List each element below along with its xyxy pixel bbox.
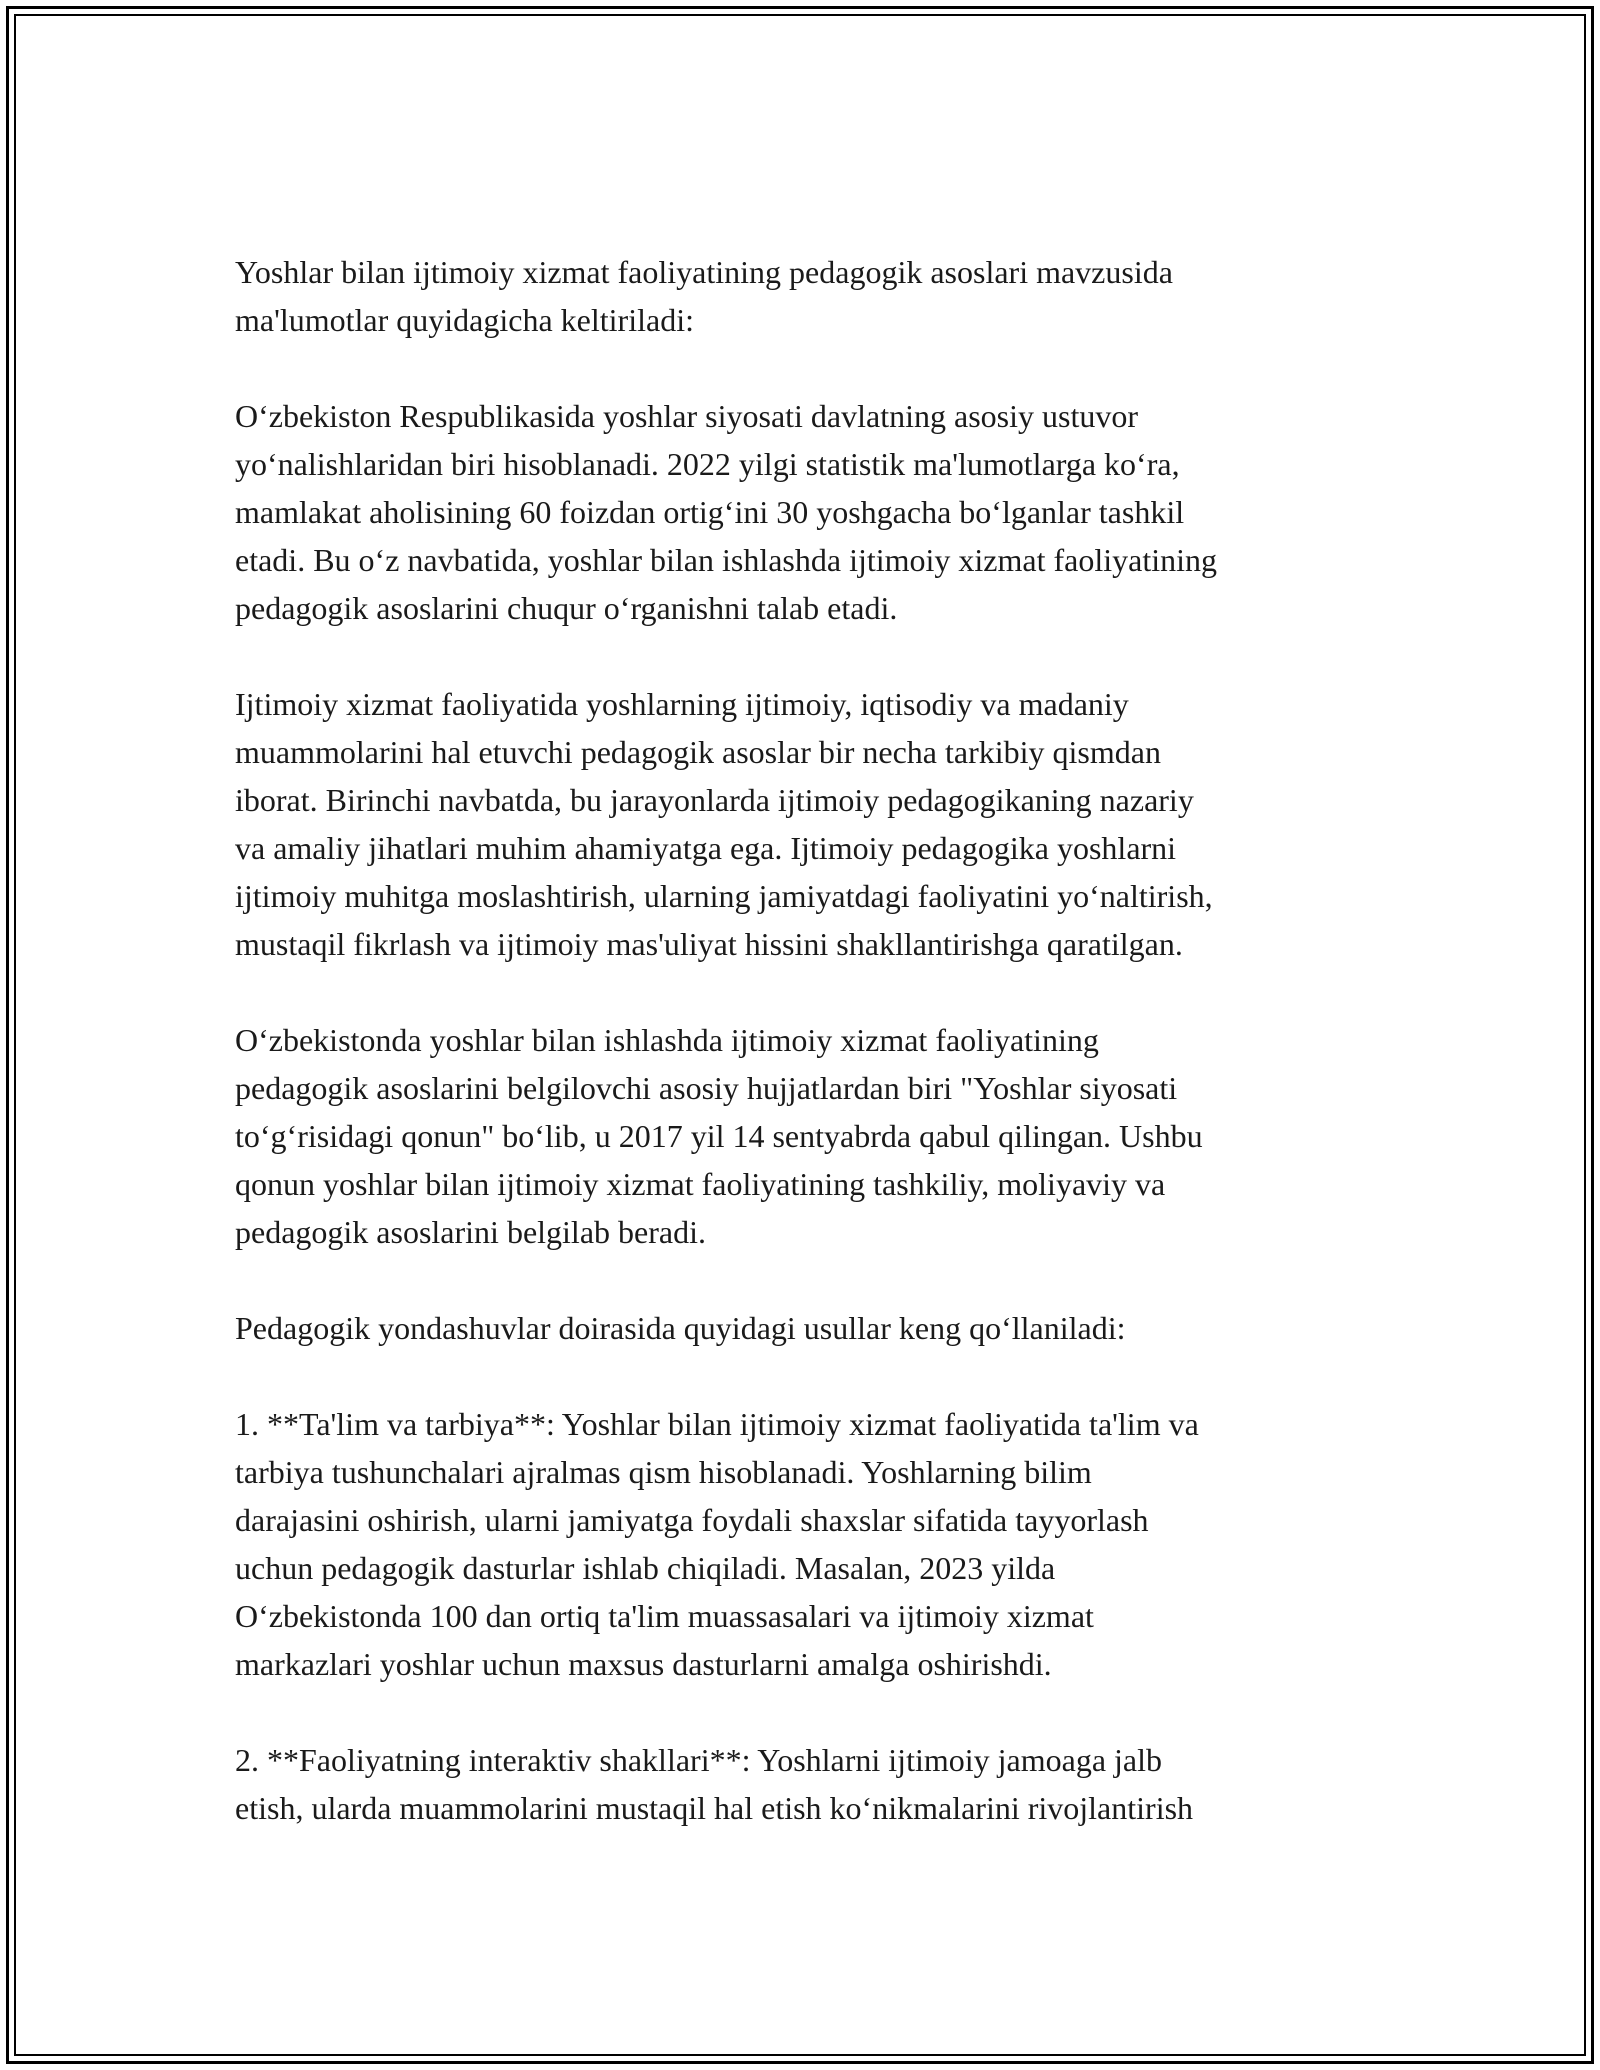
youth-law-paragraph: O‘zbekistonda yoshlar bilan ishlashda ijtimoiy xizmat faoliyatining pedagogik asoslarini belgilovchi asosiy hujjatlardan biri "Yoshlar siyosati to‘g‘risidagi qonun" bo‘lib, u 2017 yil 14 sentyabrda qabul qilingan. Ushbu qonun yoshlar bilan ijtimoiy xizmat faoliyatining tashkiliy, moliyaviy va pedagogik asoslarini belgilab beradi. [235, 1022, 1203, 1250]
list-item-interactive-forms: 2. **Faoliyatning interaktiv shakllari**: Yoshlarni ijtimoiy jamoaga jalb etish, ularda muammolarini mustaqil hal etish ko‘nikmalarini rivojlantirish [235, 1742, 1194, 1826]
youth-policy-paragraph: O‘zbekiston Respublikasida yoshlar siyosati davlatning asosiy ustuvor yo‘nalishlaridan biri hisoblanadi. 2022 yilgi statistik ma'lumotlarga ko‘ra, mamlakat aholisining 60 foizdan ortig‘ini 30 yoshgacha bo‘lganlar tashkil etadi. Bu o‘z navbatida, yoshlar bilan ishlashda ijtimoiy xizmat faoliyatining pedagogik asoslarini chuqur o‘rganishni talab etadi. [235, 398, 1217, 626]
list-item-education: 1. **Ta'lim va tarbiya**: Yoshlar bilan ijtimoiy xizmat faoliyatida ta'lim va tarbiya tushunchalari ajralmas qism hisoblanadi. Yoshlarning bilim darajasini oshirish, ularni jamiyatga foydali shaxslar sifatida tayyorlash uchun pedagogik dasturlar ishlab chiqiladi. Masalan, 2023 yilda O‘zbekistonda 100 dan ortiq ta'lim muassasalari va ijtimoiy xizmat markazlari yoshlar uchun maxsus dasturlarni amalga oshirishdi. [235, 1406, 1199, 1682]
social-pedagogy-paragraph: Ijtimoiy xizmat faoliyatida yoshlarning ijtimoiy, iqtisodiy va madaniy muammolarini hal etuvchi pedagogik asoslar bir necha tarkibiy qismdan iborat. Birinchi navbatda, bu jarayonlarda ijtimoiy pedagogikaning nazariy va amaliy jihatlari muhim ahamiyatga ega. Ijtimoiy pedagogika yoshlarni ijtimoiy muhitga moslashtirish, ularning jamiyatdagi faoliyatini yo‘naltirish, mustaqil fikrlash va ijtimoiy mas'uliyat hissini shakllantirishga qaratilgan. [235, 686, 1213, 962]
methods-intro-paragraph: Pedagogik yondashuvlar doirasida quyidagi usullar keng qo‘llaniladi: [235, 1310, 1126, 1346]
intro-paragraph: Yoshlar bilan ijtimoiy xizmat faoliyatining pedagogik asoslari mavzusida ma'lumotlar quyidagicha keltiriladi: [235, 254, 1173, 338]
document-body [235, 248, 1385, 1880]
